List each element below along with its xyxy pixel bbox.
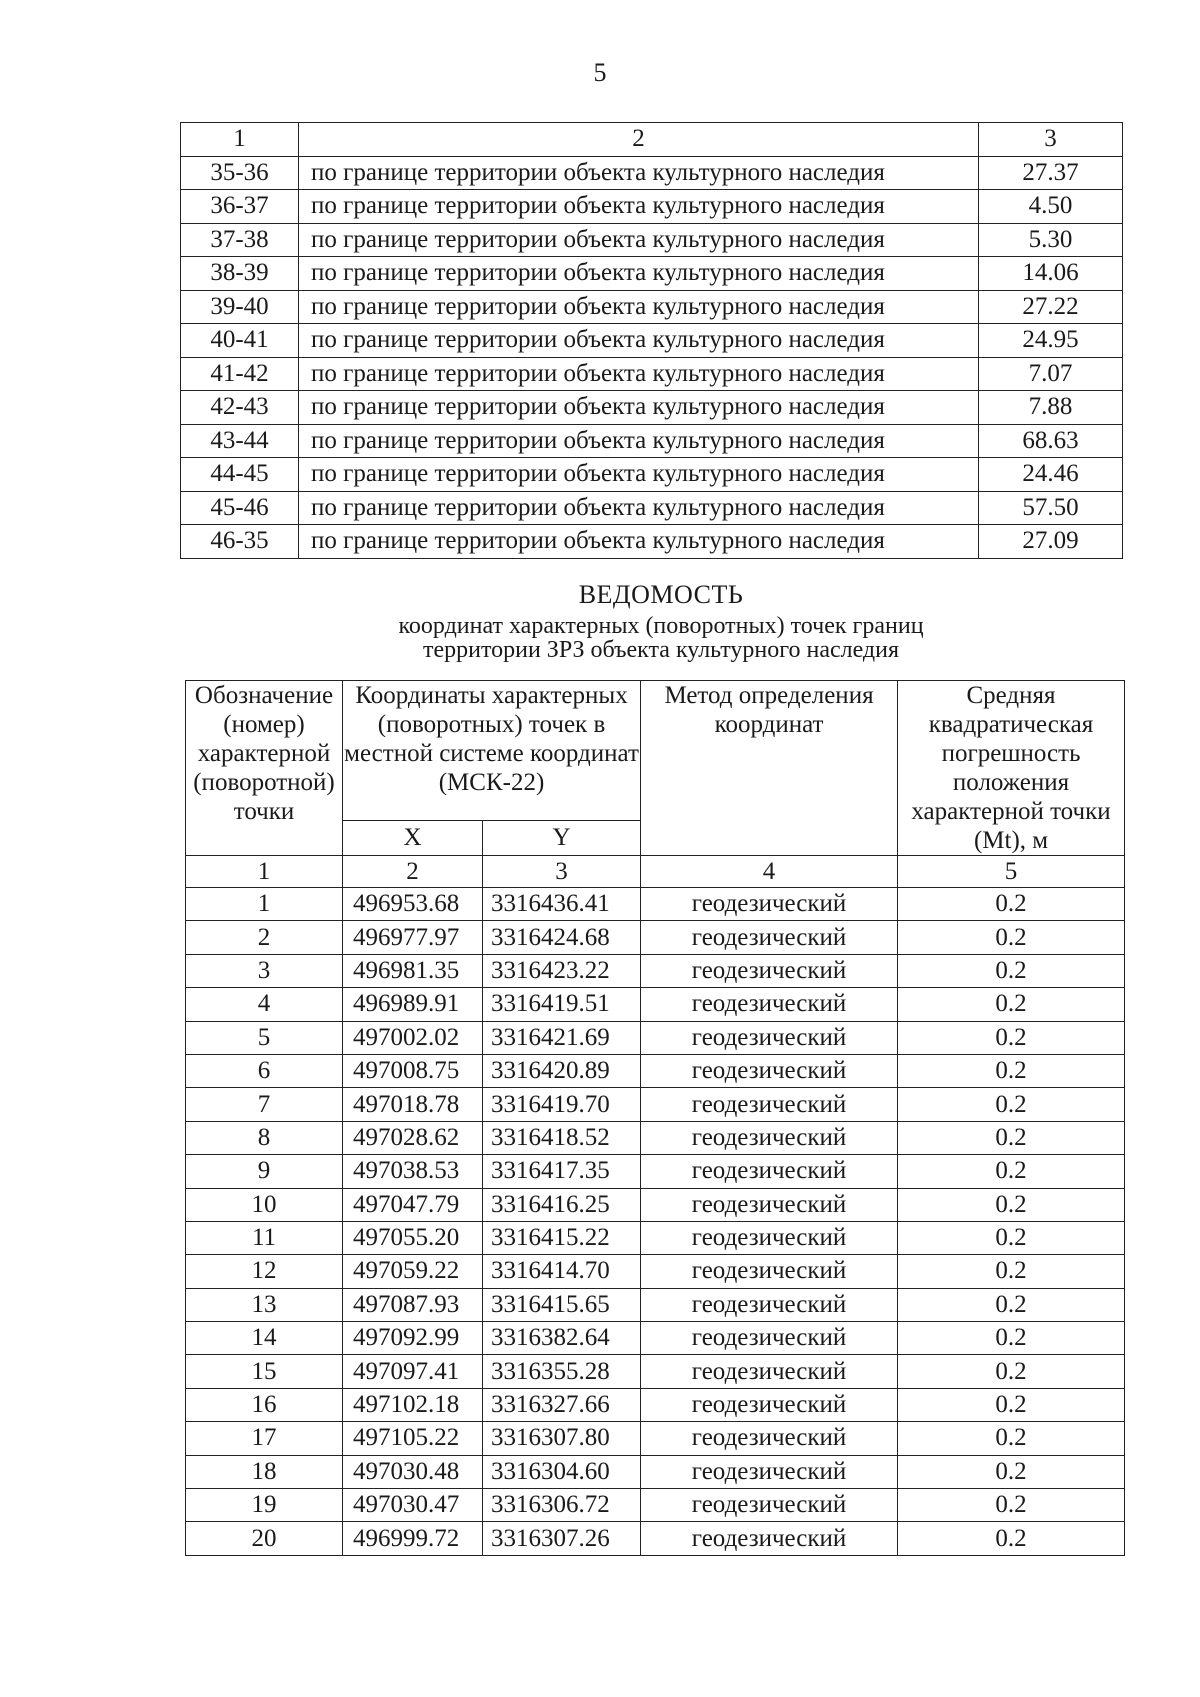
x-coordinate: 497055.20	[343, 1221, 483, 1254]
point-number: 16	[186, 1388, 343, 1421]
segment-row	[181, 156, 1123, 190]
coordinates-header-row	[186, 681, 1125, 821]
mt-value: 0.2	[898, 921, 1125, 954]
segments-header-col-2: 2	[299, 123, 979, 157]
coordinate-row	[186, 954, 1125, 987]
point-number: 12	[186, 1255, 343, 1288]
y-coordinate: 3316419.51	[483, 988, 641, 1021]
x-coordinate: 497097.41	[343, 1355, 483, 1388]
method-value: геодезический	[641, 1422, 898, 1455]
segment-description: по границе территории объекта культурного наследия	[299, 357, 979, 391]
column-number-3: 3	[483, 856, 641, 888]
segment-description: по границе территории объекта культурного наследия	[299, 257, 979, 291]
y-coordinate: 3316421.69	[483, 1021, 641, 1054]
x-coordinate: 497028.62	[343, 1121, 483, 1154]
mt-value: 0.2	[898, 1188, 1125, 1221]
x-coordinate: 497105.22	[343, 1422, 483, 1455]
method-value: геодезический	[641, 1255, 898, 1288]
header-y: Y	[483, 820, 641, 855]
y-coordinate: 3316327.66	[483, 1388, 641, 1421]
x-coordinate: 496999.72	[343, 1522, 483, 1555]
y-coordinate: 3316423.22	[483, 954, 641, 987]
statement-subtitle-line-1: координат характерных (поворотных) точек границ	[398, 613, 924, 639]
point-number: 19	[186, 1489, 343, 1522]
x-coordinate: 497008.75	[343, 1054, 483, 1087]
y-coordinate: 3316307.26	[483, 1522, 641, 1555]
segment-id: 40-41	[181, 324, 299, 358]
segments-header-col-3: 3	[979, 123, 1123, 157]
x-coordinate: 497047.79	[343, 1188, 483, 1221]
segment-row	[181, 223, 1123, 257]
point-number: 7	[186, 1088, 343, 1121]
mt-value: 0.2	[898, 1322, 1125, 1355]
y-coordinate: 3316355.28	[483, 1355, 641, 1388]
method-value: геодезический	[641, 1355, 898, 1388]
segment-length: 5.30	[979, 223, 1123, 257]
method-value: геодезический	[641, 1288, 898, 1321]
header-method: Метод определения координат	[641, 681, 898, 856]
y-coordinate: 3316415.22	[483, 1221, 641, 1254]
x-coordinate: 497087.93	[343, 1288, 483, 1321]
method-value: геодезический	[641, 1188, 898, 1221]
method-value: геодезический	[641, 1388, 898, 1421]
segment-length: 7.07	[979, 357, 1123, 391]
mt-value: 0.2	[898, 1221, 1125, 1254]
segment-row	[181, 357, 1123, 391]
segment-row	[181, 525, 1123, 559]
point-number: 5	[186, 1021, 343, 1054]
mt-value: 0.2	[898, 1489, 1125, 1522]
mt-value: 0.2	[898, 1088, 1125, 1121]
segment-length: 68.63	[979, 424, 1123, 458]
y-coordinate: 3316304.60	[483, 1455, 641, 1488]
coordinate-row	[186, 1221, 1125, 1254]
x-coordinate: 496953.68	[343, 888, 483, 921]
segment-id: 38-39	[181, 257, 299, 291]
segment-description: по границе территории объекта культурного наследия	[299, 190, 979, 224]
coordinate-row	[186, 988, 1125, 1021]
segment-row	[181, 257, 1123, 291]
coordinate-row	[186, 1188, 1125, 1221]
mt-value: 0.2	[898, 954, 1125, 987]
y-coordinate: 3316418.52	[483, 1121, 641, 1154]
method-value: геодезический	[641, 1522, 898, 1555]
segment-length: 14.06	[979, 257, 1123, 291]
segments-table-header-row	[181, 123, 1123, 157]
x-coordinate: 497059.22	[343, 1255, 483, 1288]
x-coordinate: 497038.53	[343, 1155, 483, 1188]
point-number: 15	[186, 1355, 343, 1388]
coordinate-row	[186, 888, 1125, 921]
y-coordinate: 3316420.89	[483, 1054, 641, 1087]
coordinate-row	[186, 1088, 1125, 1121]
statement-subtitle-line-2: территории ЗРЗ объекта культурного наследия	[422, 637, 900, 663]
mt-value: 0.2	[898, 1021, 1125, 1054]
method-value: геодезический	[641, 1455, 898, 1488]
mt-value: 0.2	[898, 1255, 1125, 1288]
segment-id: 35-36	[181, 156, 299, 190]
coordinate-row	[186, 1355, 1125, 1388]
statement-title: ВЕДОМОСТЬ	[578, 580, 744, 609]
segment-length: 4.50	[979, 190, 1123, 224]
y-coordinate: 3316419.70	[483, 1088, 641, 1121]
y-coordinate: 3316382.64	[483, 1322, 641, 1355]
segment-description: по границе территории объекта культурного наследия	[299, 391, 979, 425]
x-coordinate: 497092.99	[343, 1322, 483, 1355]
x-coordinate: 497030.48	[343, 1455, 483, 1488]
coordinate-row	[186, 1288, 1125, 1321]
coordinates-table	[185, 680, 1125, 1556]
x-coordinate: 497102.18	[343, 1388, 483, 1421]
x-coordinate: 497002.02	[343, 1021, 483, 1054]
mt-value: 0.2	[898, 1422, 1125, 1455]
segment-description: по границе территории объекта культурного наследия	[299, 424, 979, 458]
mt-value: 0.2	[898, 1054, 1125, 1087]
coordinate-row	[186, 1422, 1125, 1455]
column-number-1: 1	[186, 856, 343, 888]
segment-description: по границе территории объекта культурного наследия	[299, 458, 979, 492]
point-number: 1	[186, 888, 343, 921]
method-value: геодезический	[641, 1021, 898, 1054]
method-value: геодезический	[641, 1121, 898, 1154]
method-value: геодезический	[641, 1221, 898, 1254]
segment-description: по границе территории объекта культурного наследия	[299, 491, 979, 525]
coordinate-row	[186, 1489, 1125, 1522]
method-value: геодезический	[641, 1155, 898, 1188]
segment-row	[181, 458, 1123, 492]
segment-length: 27.37	[979, 156, 1123, 190]
point-number: 18	[186, 1455, 343, 1488]
segment-length: 24.46	[979, 458, 1123, 492]
y-coordinate: 3316307.80	[483, 1422, 641, 1455]
coordinate-row	[186, 1021, 1125, 1054]
mt-value: 0.2	[898, 1522, 1125, 1555]
segment-description: по границе территории объекта культурного наследия	[299, 223, 979, 257]
segment-id: 46-35	[181, 525, 299, 559]
point-number: 2	[186, 921, 343, 954]
segment-id: 36-37	[181, 190, 299, 224]
segment-id: 45-46	[181, 491, 299, 525]
segment-length: 27.09	[979, 525, 1123, 559]
point-number: 20	[186, 1522, 343, 1555]
point-number: 6	[186, 1054, 343, 1087]
y-coordinate: 3316424.68	[483, 921, 641, 954]
segment-length: 7.88	[979, 391, 1123, 425]
point-number: 10	[186, 1188, 343, 1221]
mt-value: 0.2	[898, 1388, 1125, 1421]
point-number: 14	[186, 1322, 343, 1355]
mt-value: 0.2	[898, 1155, 1125, 1188]
y-coordinate: 3316414.70	[483, 1255, 641, 1288]
mt-value: 0.2	[898, 1455, 1125, 1488]
segments-header-col-1: 1	[181, 123, 299, 157]
y-coordinate: 3316415.65	[483, 1288, 641, 1321]
x-coordinate: 497030.47	[343, 1489, 483, 1522]
coordinate-row	[186, 1155, 1125, 1188]
coordinate-row	[186, 1388, 1125, 1421]
y-coordinate: 3316417.35	[483, 1155, 641, 1188]
method-value: геодезический	[641, 921, 898, 954]
segment-row	[181, 324, 1123, 358]
segment-description: по границе территории объекта культурного наследия	[299, 324, 979, 358]
point-number: 4	[186, 988, 343, 1021]
method-value: геодезический	[641, 1088, 898, 1121]
method-value: геодезический	[641, 1489, 898, 1522]
x-coordinate: 496981.35	[343, 954, 483, 987]
header-coordinates: Координаты характерных (поворотных) точек в местной системе координат (МСК-22)	[343, 681, 641, 821]
header-error: Средняя квадратическая погрешность положения характерной точки (Mt), м	[898, 681, 1125, 856]
x-coordinate: 497018.78	[343, 1088, 483, 1121]
segment-description: по границе территории объекта культурного наследия	[299, 525, 979, 559]
coordinate-row	[186, 1455, 1125, 1488]
y-coordinate: 3316416.25	[483, 1188, 641, 1221]
segment-id: 44-45	[181, 458, 299, 492]
y-coordinate: 3316436.41	[483, 888, 641, 921]
segment-id: 41-42	[181, 357, 299, 391]
mt-value: 0.2	[898, 1121, 1125, 1154]
segment-length: 57.50	[979, 491, 1123, 525]
segment-description: по границе территории объекта культурного наследия	[299, 290, 979, 324]
coordinate-row	[186, 1054, 1125, 1087]
segments-table	[180, 122, 1123, 559]
y-coordinate: 3316306.72	[483, 1489, 641, 1522]
segment-row	[181, 290, 1123, 324]
segment-id: 42-43	[181, 391, 299, 425]
segment-length: 27.22	[979, 290, 1123, 324]
method-value: геодезический	[641, 888, 898, 921]
method-value: геодезический	[641, 1322, 898, 1355]
x-coordinate: 496977.97	[343, 921, 483, 954]
coordinate-row	[186, 921, 1125, 954]
column-numbers-row	[186, 856, 1125, 888]
segment-row	[181, 190, 1123, 224]
segment-row	[181, 424, 1123, 458]
point-number: 17	[186, 1422, 343, 1455]
page-number: 5	[593, 58, 607, 87]
coordinate-row	[186, 1121, 1125, 1154]
point-number: 3	[186, 954, 343, 987]
coordinate-row	[186, 1255, 1125, 1288]
segment-length: 24.95	[979, 324, 1123, 358]
mt-value: 0.2	[898, 1355, 1125, 1388]
method-value: геодезический	[641, 988, 898, 1021]
point-number: 13	[186, 1288, 343, 1321]
point-number: 11	[186, 1221, 343, 1254]
segment-id: 39-40	[181, 290, 299, 324]
x-coordinate: 496989.91	[343, 988, 483, 1021]
segment-id: 37-38	[181, 223, 299, 257]
mt-value: 0.2	[898, 988, 1125, 1021]
coordinate-row	[186, 1522, 1125, 1555]
header-x: X	[343, 820, 483, 855]
column-number-5: 5	[898, 856, 1125, 888]
coordinate-row	[186, 1322, 1125, 1355]
mt-value: 0.2	[898, 1288, 1125, 1321]
column-number-2: 2	[343, 856, 483, 888]
method-value: геодезический	[641, 954, 898, 987]
point-number: 9	[186, 1155, 343, 1188]
point-number: 8	[186, 1121, 343, 1154]
segment-row	[181, 391, 1123, 425]
method-value: геодезический	[641, 1054, 898, 1087]
column-number-4: 4	[641, 856, 898, 888]
segment-description: по границе территории объекта культурного наследия	[299, 156, 979, 190]
mt-value: 0.2	[898, 888, 1125, 921]
segment-row	[181, 491, 1123, 525]
segment-id: 43-44	[181, 424, 299, 458]
header-designation: Обозначение (номер) характерной (поворотной) точки	[186, 681, 343, 856]
